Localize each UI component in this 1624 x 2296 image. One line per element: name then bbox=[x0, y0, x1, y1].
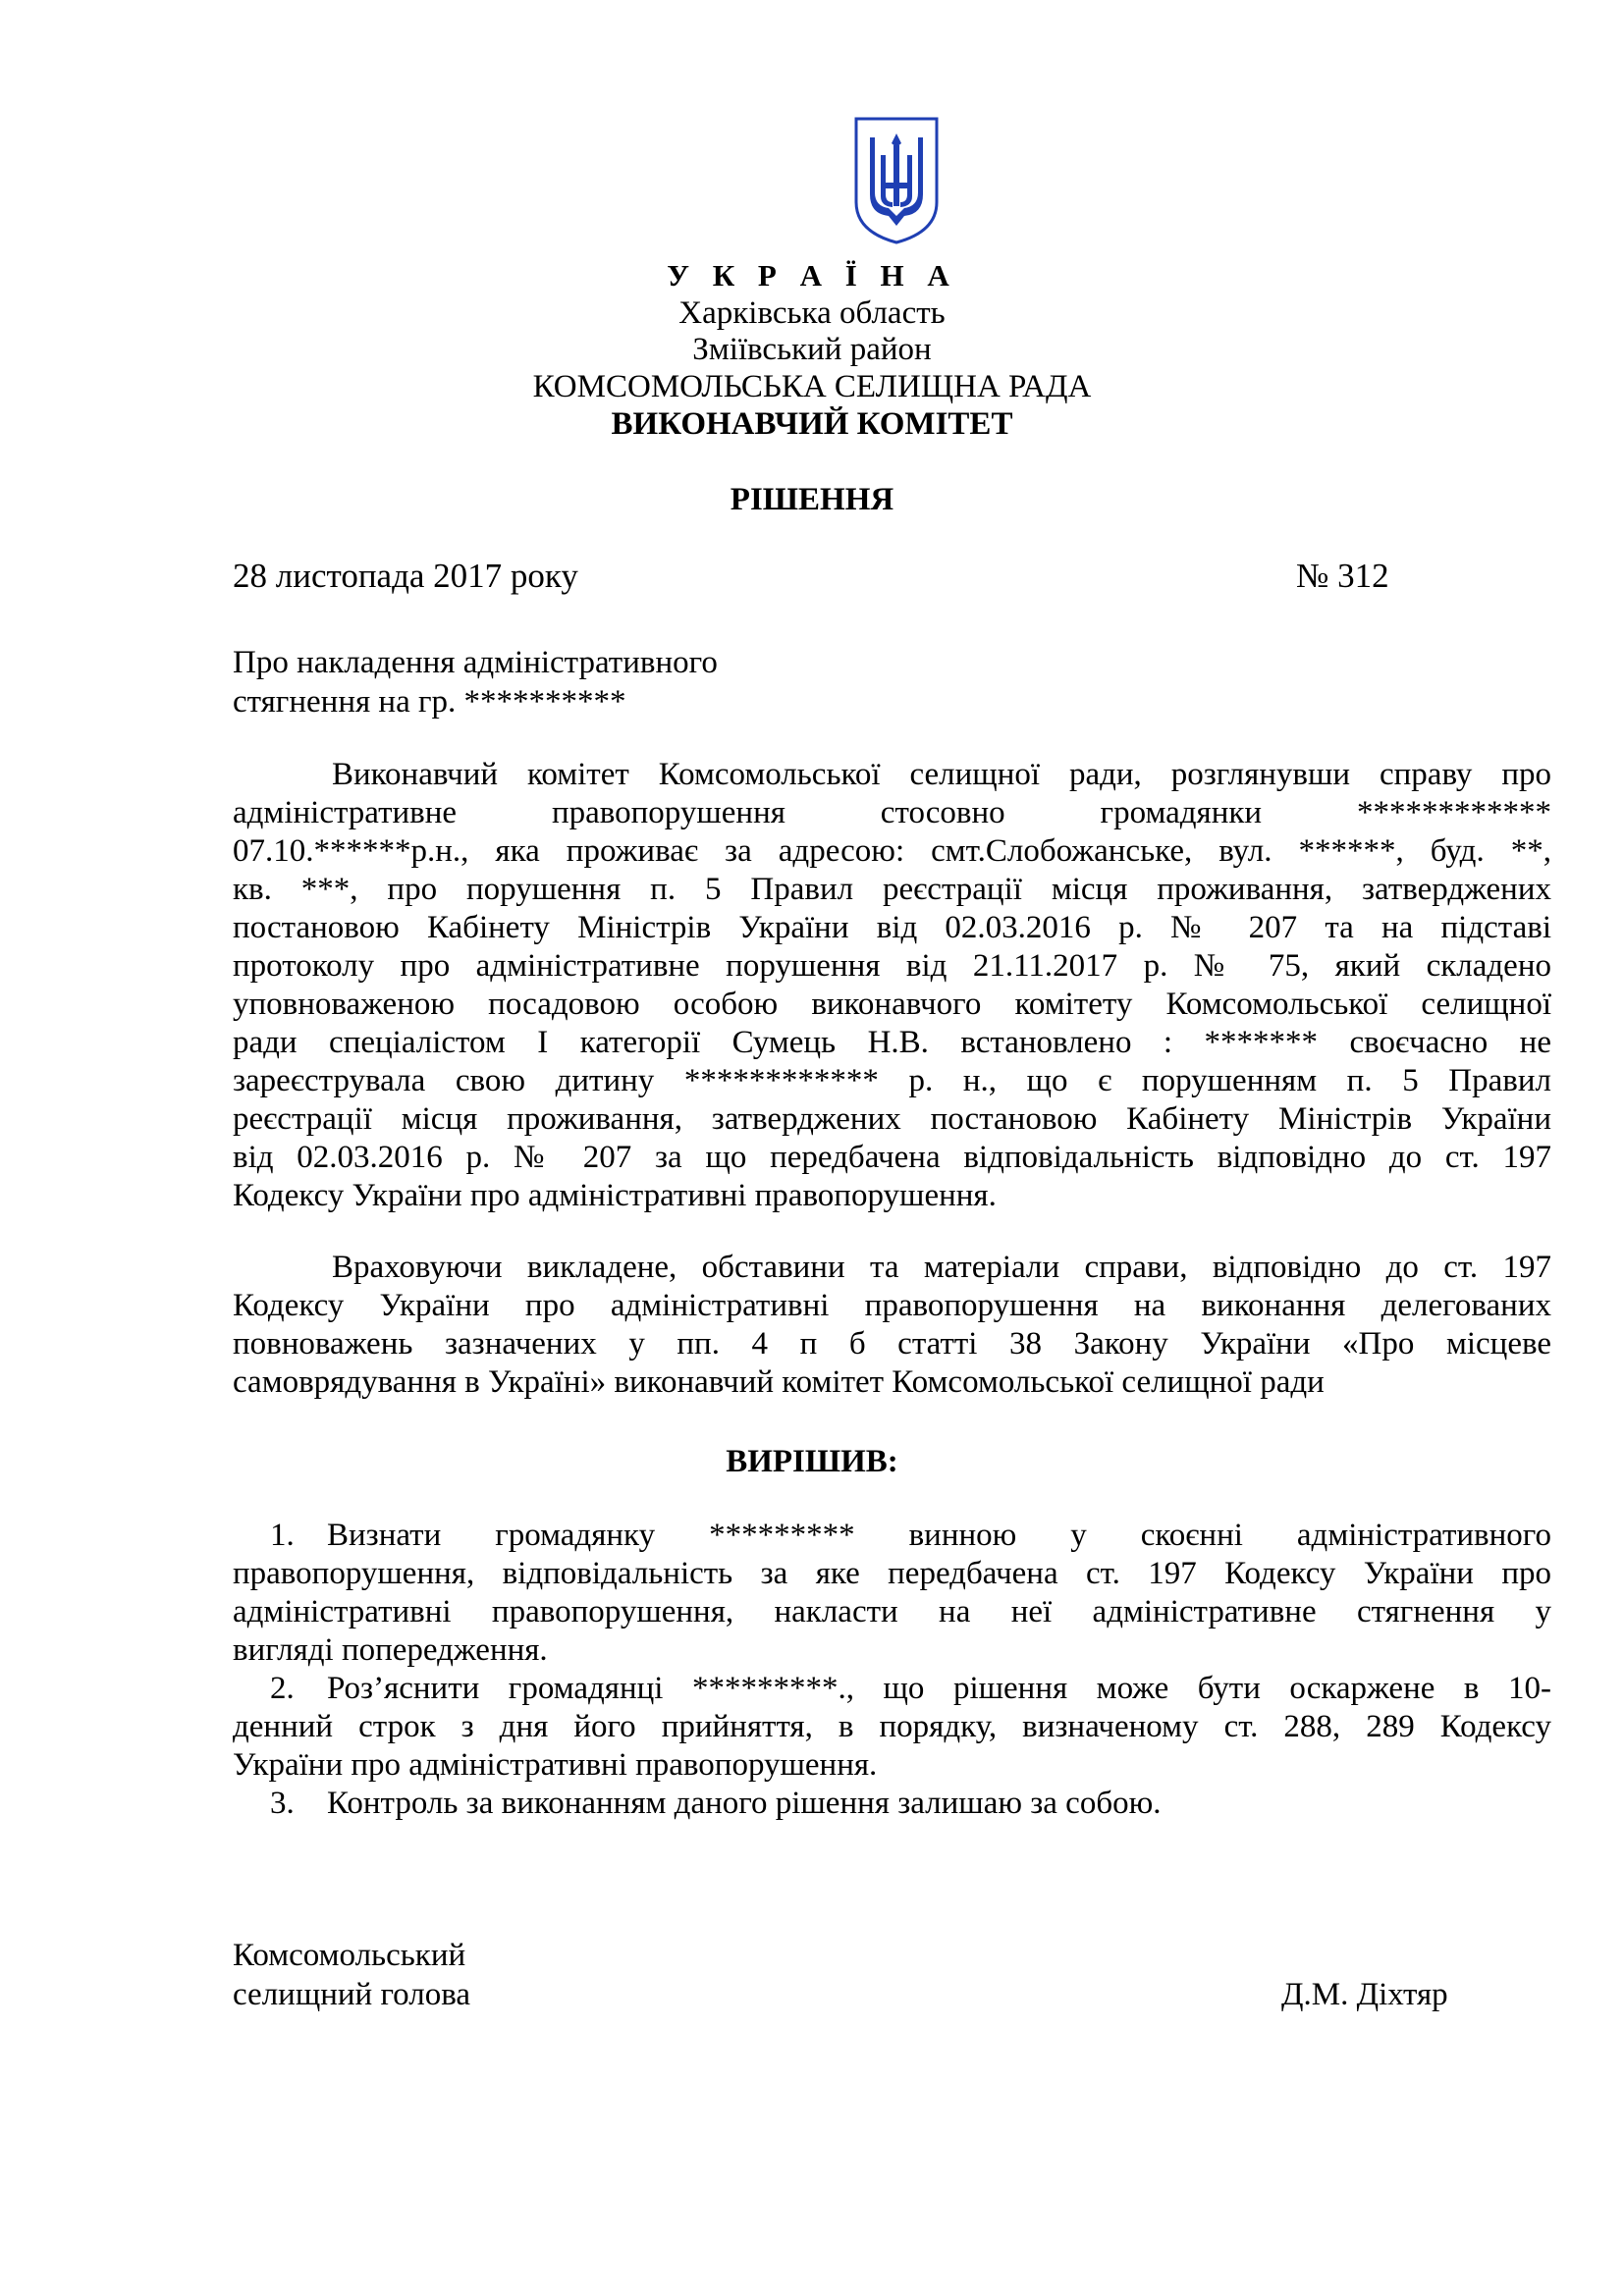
committee-line: ВИКОНАВЧИЙ КОМІТЕТ bbox=[611, 406, 1013, 442]
signatory-name: Д.М. Діхтяр bbox=[1281, 1977, 1448, 2012]
list-item bbox=[233, 1670, 1551, 1708]
signatory-title bbox=[233, 1936, 470, 2014]
coat-of-arms-trident-icon bbox=[853, 116, 940, 245]
country-heading: У К Р А Ї Н А bbox=[667, 258, 957, 293]
paragraph-line: Кодексу України про адміністративні правопорушення на виконання делегованих bbox=[233, 1288, 1551, 1323]
paragraph-line: зареєструвала свою дитину ************ р. н., що є порушенням п. 5 Правил bbox=[233, 1063, 1551, 1098]
paragraph-grounds bbox=[233, 1249, 1551, 1402]
item-line: денний строк з дня його прийняття, в порядку, визначеному ст. 288, 289 Кодексу bbox=[233, 1709, 1551, 1744]
region-line: Харківська область bbox=[678, 295, 946, 331]
paragraph-line: самоврядування в Україні» виконавчий комітет Комсомольської селищної ради bbox=[233, 1364, 1325, 1400]
item-line: адміністративні правопорушення, накласти на неї адміністративне стягнення у bbox=[233, 1594, 1551, 1629]
paragraph-line: Кодексу України про адміністративні правопорушення. bbox=[233, 1178, 997, 1213]
item-line: України про адміністративні правопорушення. bbox=[233, 1747, 878, 1783]
resolution-items bbox=[233, 1517, 1551, 1823]
paragraph-line: уповноваженою посадовою особою виконавчого комітету Комсомольської селищної bbox=[233, 987, 1551, 1022]
signatory-title-line: селищний голова bbox=[233, 1977, 471, 2012]
item-number: 1. bbox=[270, 1518, 295, 1553]
paragraph-line: 07.10.******р.н., яка проживає за адресою: смт.Слобожанське, вул. ******, буд. **, bbox=[233, 833, 1551, 869]
item-text: Контроль за виконанням даного рішення залишаю за собою. bbox=[327, 1786, 1162, 1821]
paragraph-line: ради спеціалістом І категорії Сумець Н.В. встановлено : ******* своєчасно не bbox=[233, 1025, 1551, 1060]
document-number: № 312 bbox=[1296, 557, 1389, 595]
paragraph-line: постановою Кабінету Міністрів України від 02.03.2016 р. № 207 та на підставі bbox=[233, 910, 1551, 945]
paragraph-line: Враховуючи викладене, обставини та матеріали справи, відповідно до ст. 197 bbox=[332, 1250, 1551, 1285]
district-line: Зміївський район bbox=[692, 332, 932, 367]
paragraph-line: Виконавчий комітет Комсомольської селищної ради, розглянувши справу про bbox=[332, 757, 1551, 792]
council-line: КОМСОМОЛЬСЬКА СЕЛИЩНА РАДА bbox=[532, 369, 1092, 404]
document-subject bbox=[233, 643, 718, 721]
paragraph-line: адміністративне правопорушення стосовно громадянки ************ bbox=[233, 795, 1551, 830]
list-item bbox=[233, 1785, 1551, 1823]
document-date: 28 листопада 2017 року bbox=[233, 557, 578, 595]
item-number: 3. bbox=[270, 1786, 295, 1821]
subject-line: Про накладення адміністративного bbox=[233, 645, 718, 680]
paragraph-findings bbox=[233, 756, 1551, 1215]
paragraph-line: реєстрації місця проживання, затверджених постановою Кабінету Міністрів України bbox=[233, 1101, 1551, 1137]
resolved-heading: ВИРІШИВ: bbox=[726, 1444, 898, 1479]
list-item bbox=[233, 1517, 1551, 1555]
signatory-title-line: Комсомольський bbox=[233, 1938, 466, 1973]
item-text: Роз’яснити громадянці *********., що рішення може бути оскаржене в 10- bbox=[327, 1671, 1551, 1706]
item-number: 2. bbox=[270, 1671, 295, 1706]
document-type-heading: РІШЕННЯ bbox=[730, 482, 894, 517]
item-line: правопорушення, відповідальність за яке передбачена ст. 197 Кодексу України про bbox=[233, 1556, 1551, 1591]
paragraph-line: кв. ***, про порушення п. 5 Правил реєстрації місця проживання, затверджених bbox=[233, 872, 1551, 907]
item-line: вигляді попередження. bbox=[233, 1632, 548, 1668]
paragraph-line: від 02.03.2016 р. № 207 за що передбачена відповідальність відповідно до ст. 197 bbox=[233, 1140, 1551, 1175]
paragraph-line: протоколу про адміністративне порушення від 21.11.2017 р. № 75, який складено bbox=[233, 948, 1551, 984]
paragraph-line: повноважень зазначених у пп. 4 п б статті 38 Закону України «Про місцеве bbox=[233, 1326, 1551, 1362]
item-text: Визнати громадянку ********* винною у скоєнні адміністративного bbox=[327, 1518, 1551, 1553]
subject-line: стягнення на гр. ********** bbox=[233, 684, 626, 720]
